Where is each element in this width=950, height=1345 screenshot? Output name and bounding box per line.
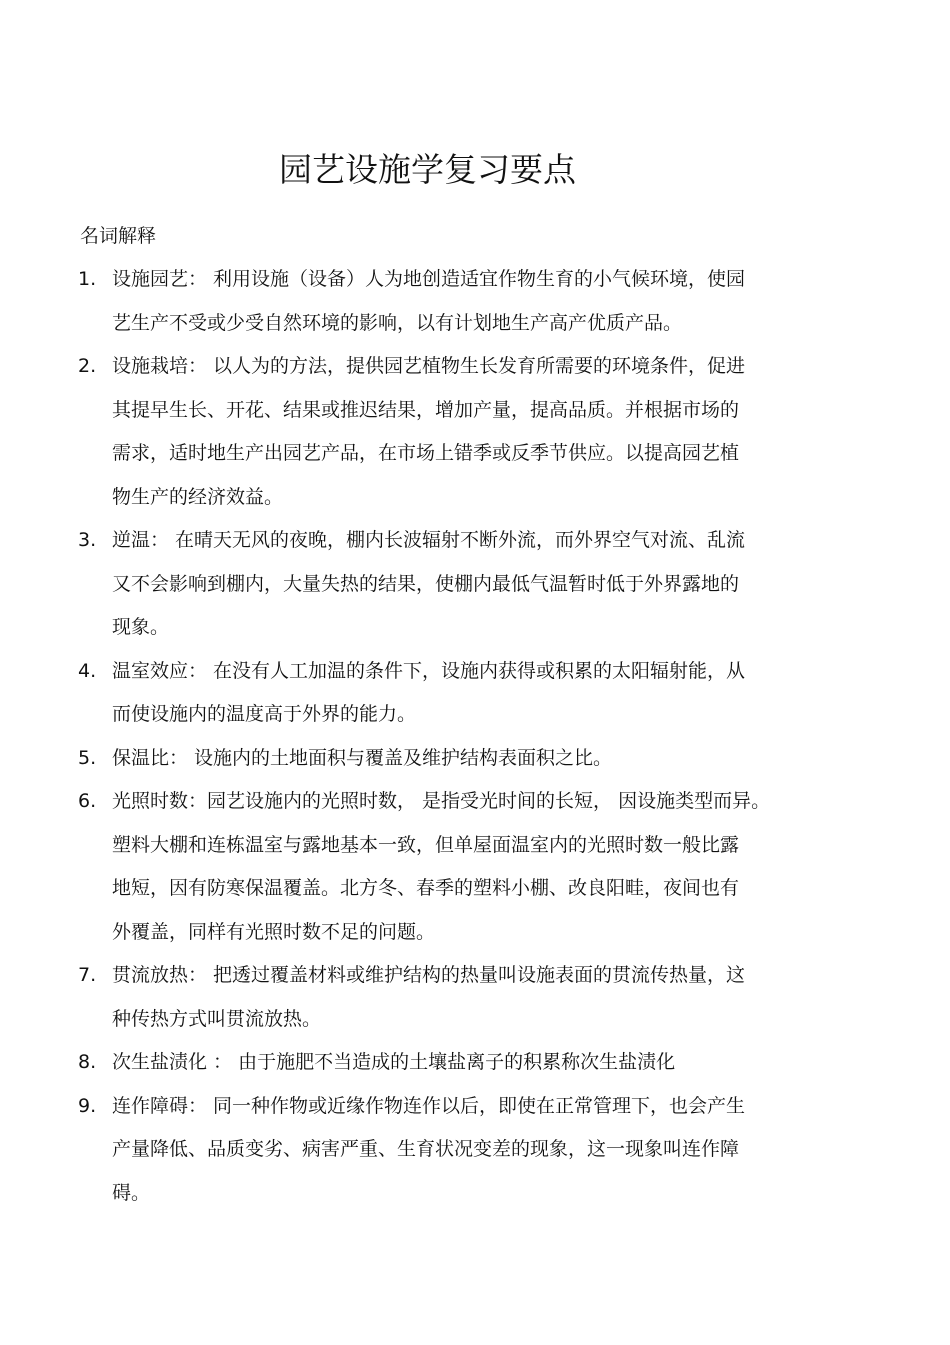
term-item-7 — [78, 954, 838, 1041]
term-text-line: 种传热方式叫贯流放热。 — [112, 1007, 322, 1030]
term-text-line: 外覆盖，同样有光照时数不足的问题。 — [112, 920, 436, 943]
term-text-line: 保温比： 设施内的土地面积与覆盖及维护结构表面积之比。 — [112, 746, 613, 769]
term-number: 1. — [78, 268, 97, 290]
term-text-line: 又不会影响到棚内，大量失热的结果，使棚内最低气温暂时低于外界露地的 — [112, 572, 740, 595]
term-text-line: 次生盐渍化 ： 由于施肥不当造成的土壤盐离子的积累称次生盐渍化 — [112, 1051, 676, 1073]
term-item-4 — [78, 650, 838, 737]
term-text-line: 而使设施内的温度高于外界的能力。 — [112, 703, 417, 725]
term-text-line: 光照时数：园艺设施内的光照时数， 是指受光时间的长短， 因设施类型而异。 — [112, 790, 771, 812]
section-heading: 名词解释 — [80, 225, 157, 247]
term-text-line: 贯流放热： 把透过覆盖材料或维护结构的热量叫设施表面的贯流传热量，这 — [112, 964, 746, 986]
term-item-9 — [78, 1085, 838, 1216]
term-number: 5. — [78, 746, 97, 769]
term-number: 2. — [78, 355, 97, 377]
term-item-2 — [78, 345, 838, 519]
term-text-line: 现象。 — [112, 616, 170, 638]
term-text-line: 艺生产不受或少受自然环境的影响，以有计划地生产高产优质产品。 — [112, 311, 683, 334]
term-number: 4. — [78, 659, 97, 682]
term-item-8 — [78, 1041, 838, 1085]
term-number: 7. — [78, 964, 97, 986]
term-item-6 — [78, 780, 838, 954]
term-item-3 — [78, 519, 838, 650]
term-text-line: 碍。 — [112, 1181, 151, 1204]
term-number: 9. — [78, 1094, 97, 1117]
term-text-line: 设施园艺： 利用设施（设备）人为地创造适宜作物生育的小气候环境，使园 — [112, 268, 746, 290]
term-text-line: 其提早生长、开花、结果或推迟结果，增加产量，提高品质。并根据市场的 — [112, 398, 740, 421]
term-number: 6. — [78, 790, 97, 812]
term-text-line: 产量降低、品质变劣、病害严重、生育状况变差的现象，这一现象叫连作障 — [112, 1138, 740, 1160]
term-number: 8. — [78, 1051, 97, 1073]
term-text-line: 逆温： 在晴天无风的夜晚，棚内长波辐射不断外流，而外界空气对流、乱流 — [112, 529, 746, 551]
page-title: 园艺设施学复习要点 — [279, 150, 576, 189]
term-list — [78, 258, 838, 1215]
term-item-5 — [78, 737, 838, 781]
term-text-line: 塑料大棚和连栋温室与露地基本一致，但单屋面温室内的光照时数一般比露 — [112, 833, 740, 856]
term-text-line: 物生产的经济效益。 — [112, 485, 284, 508]
term-text-line: 需求，适时地生产出园艺产品，在市场上错季或反季节供应。以提高园艺植 — [112, 442, 740, 464]
term-text-line: 连作障碍： 同一种作物或近缘作物连作以后，即使在正常管理下，也会产生 — [112, 1094, 746, 1117]
term-text-line: 地短，因有防寒保温覆盖。北方冬、春季的塑料小棚、改良阳畦，夜间也有 — [112, 877, 740, 899]
term-text-line: 温室效应： 在没有人工加温的条件下，设施内获得或积累的太阳辐射能，从 — [112, 659, 746, 682]
term-number: 3. — [78, 529, 97, 551]
term-text-line: 设施栽培： 以人为的方法，提供园艺植物生长发育所需要的环境条件，促进 — [112, 355, 746, 377]
term-item-1 — [78, 258, 838, 345]
